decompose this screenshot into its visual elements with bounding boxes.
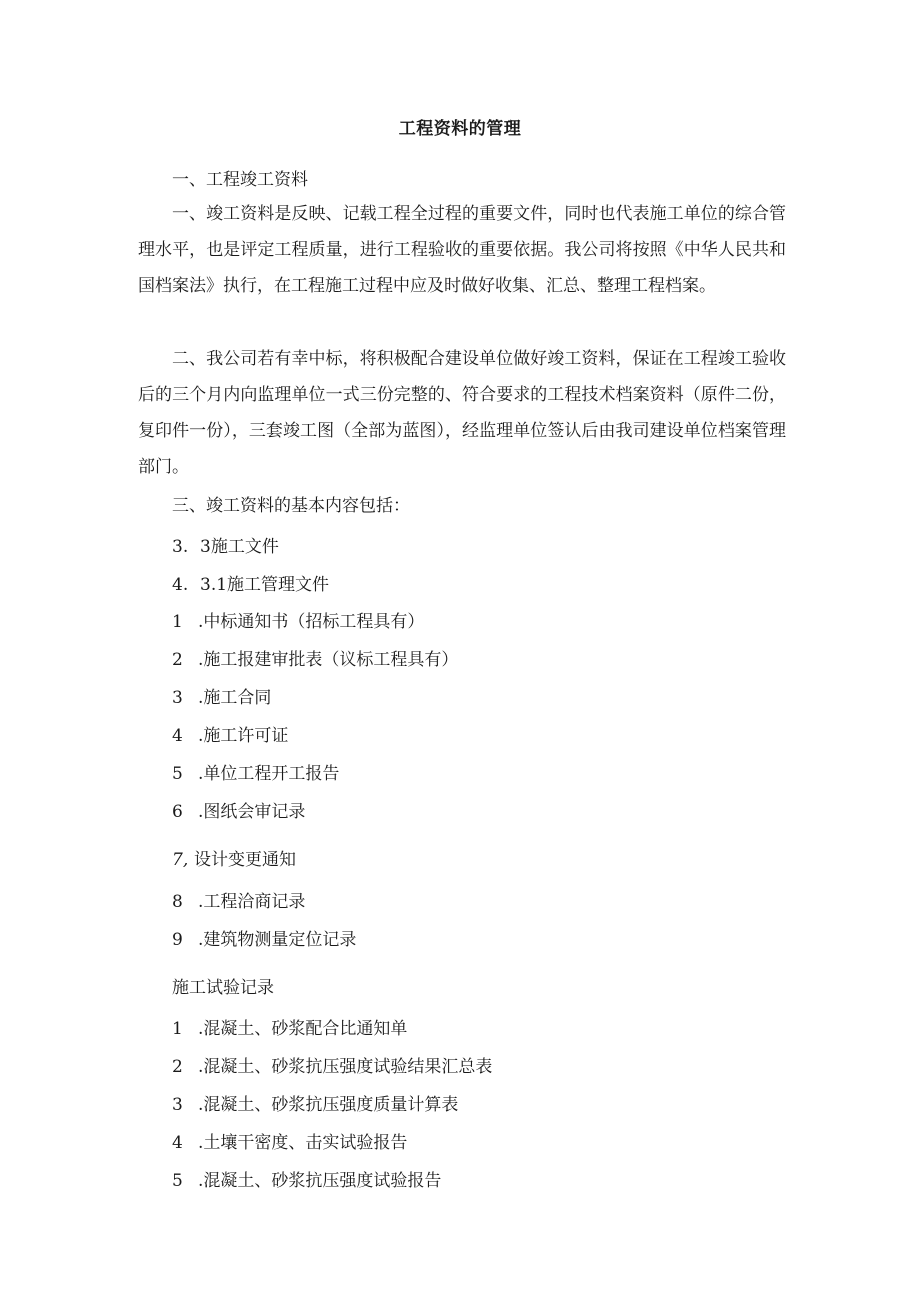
outline-item-text: 3.1施工管理文件 xyxy=(200,575,330,595)
list-item-text: .混凝土、砂浆抗压强度试验结果汇总表 xyxy=(198,1057,493,1077)
outline-item-number: 3. xyxy=(172,537,189,557)
list-item-number: 6 xyxy=(172,802,183,822)
section-heading: 一、工程竣工资料 xyxy=(172,170,308,190)
list-item-text: .单位工程开工报告 xyxy=(198,764,340,784)
list-item-number: 5 xyxy=(172,764,183,784)
list-item-text: .图纸会审记录 xyxy=(198,802,306,822)
list-item-number: 7, xyxy=(172,850,189,870)
list-item xyxy=(172,648,458,672)
list-item xyxy=(172,1169,441,1193)
list-item-text: .中标通知书（招标工程具有） xyxy=(198,612,425,632)
list-item-text: .施工许可证 xyxy=(198,726,289,746)
list-item-number: 4 xyxy=(172,1133,183,1153)
outline-item-number: 4. xyxy=(172,575,189,595)
list-item xyxy=(172,848,296,872)
list-item-text: .混凝土、砂浆配合比通知单 xyxy=(198,1019,408,1039)
outline-item xyxy=(172,535,279,559)
list-item xyxy=(172,1131,407,1155)
list-item-number: 3 xyxy=(172,688,183,708)
list-item xyxy=(172,800,305,824)
list-item xyxy=(172,1055,492,1079)
list-item-text: .混凝土、砂浆抗压强度质量计算表 xyxy=(198,1095,459,1115)
sub-heading: 施工试验记录 xyxy=(172,978,274,998)
list-item xyxy=(172,1017,407,1041)
list-item xyxy=(172,762,339,786)
paragraph-2: 二、我公司若有幸中标，将积极配合建设单位做好竣工资料，保证在工程竣工验收后的三个月内向监理单位一式三份完整的、符合要求的工程技术档案资料（原件二份，复印件一份），三套竣工图（全部为蓝图），经监理单位签认后由我司建设单位档案管理部门。 xyxy=(138,349,786,477)
list-item xyxy=(172,686,271,710)
list-item-text: .混凝土、砂浆抗压强度试验报告 xyxy=(198,1171,442,1191)
list-item xyxy=(172,610,424,634)
outline-item-text: 3施工文件 xyxy=(200,537,279,557)
list-item-number: 2 xyxy=(172,650,183,670)
list-item xyxy=(172,928,356,952)
list-item-text: .施工报建审批表（议标工程具有） xyxy=(198,650,459,670)
list-item xyxy=(172,1093,458,1117)
list-item-number: 4 xyxy=(172,726,183,746)
paragraph-3: 三、竣工资料的基本内容包括： xyxy=(172,496,410,516)
list-item-number: 5 xyxy=(172,1171,183,1191)
list-item-text: .建筑物测量定位记录 xyxy=(198,930,357,950)
list-item xyxy=(172,724,288,748)
document-title: 工程资料的管理 xyxy=(398,119,522,139)
paragraph-1: 一、竣工资料是反映、记载工程全过程的重要文件，同时也代表施工单位的综合管理水平，也是评定工程质量，进行工程验收的重要依据。我公司将按照《中华人民共和国档案法》执行，在工程施工过程中应及时做好收集、汇总、整理工程档案。 xyxy=(138,204,786,296)
list-item-number: 9 xyxy=(172,930,183,950)
list-item-number: 3 xyxy=(172,1095,183,1115)
list-item-text: .工程洽商记录 xyxy=(198,892,306,912)
outline-item xyxy=(172,573,329,597)
list-item-text: 设计变更通知 xyxy=(194,850,296,870)
list-item-text: .土壤干密度、击实试验报告 xyxy=(198,1133,408,1153)
list-item-number: 1 xyxy=(172,1019,183,1039)
list-item-text: .施工合同 xyxy=(198,688,272,708)
list-item-number: 2 xyxy=(172,1057,183,1077)
list-item xyxy=(172,890,305,914)
list-item-number: 1 xyxy=(172,612,183,632)
list-item-number: 8 xyxy=(172,892,183,912)
